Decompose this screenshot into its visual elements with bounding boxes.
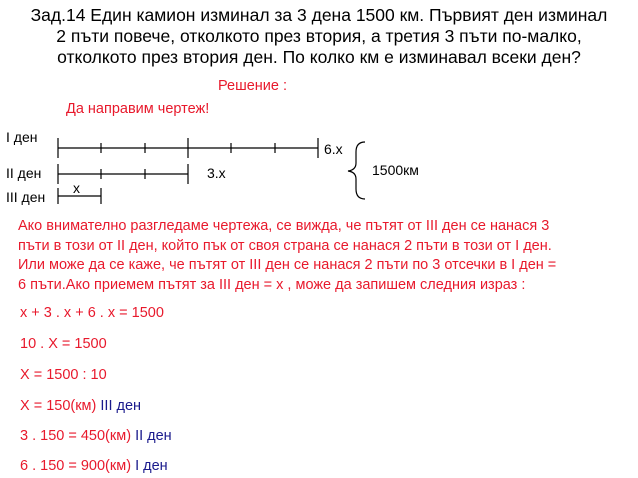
problem-line-2: 2 пъти повече, отколкото през втория, а третия 3 пъти по-малко, [56,26,582,46]
solution-heading: Решение : [218,78,288,94]
equation-6-day: I ден [135,458,168,474]
explanation-line-3: Или може да се каже, че пътят от III ден се нанася 2 пъти по 3 отсечки в I ден = [18,257,557,273]
equation-1: x + 3 . x + 6 . x = 1500 [20,305,164,321]
problem-line-1: Зад.14 Един камион изминал за 3 дена 1500 км. Първият ден изминал [30,5,608,25]
explanation-line-2: пъти в този от II ден, който пък от своя страна се нанася 2 пъти в този от I ден. [18,237,552,254]
drawing-prompt: Да направим чертеж! [66,101,210,117]
equation-4-day: III ден [100,398,142,414]
explanation-line-1: Ако внимателно разгледаме чертежа, се вижда, че пътят от III ден се нанася 3 [18,218,550,234]
equation-5-expr: 3 . 150 = 450(км) [20,428,132,444]
problem-line-3: отколкото през втория ден. По колко км е изминавал всеки ден? [57,47,581,67]
day3-label: III ден [6,189,46,205]
equation-5 [20,428,172,444]
equation-5-day: II ден [135,428,172,444]
equation-6-expr: 6 . 150 = 900(км) [20,458,132,474]
equation-3: X = 1500 : 10 [20,367,107,383]
day2-value: 3.x [207,165,226,181]
day2-label: II ден [6,165,42,181]
equation-6 [20,458,168,474]
total-distance: 1500км [372,162,419,178]
equation-4 [20,398,141,414]
day3-value: x [73,180,80,196]
explanation-line-4: 6 пъти.Ако приемем пътят за III ден = x , може да запишем следния израз : [18,276,526,293]
equation-2: 10 . X = 1500 [20,336,107,352]
curly-brace [348,142,365,199]
day1-label: I ден [6,129,38,145]
day1-value: 6.x [324,141,343,157]
explanation-paragraph [18,217,630,295]
equation-4-expr: X = 150(км) [20,398,97,414]
